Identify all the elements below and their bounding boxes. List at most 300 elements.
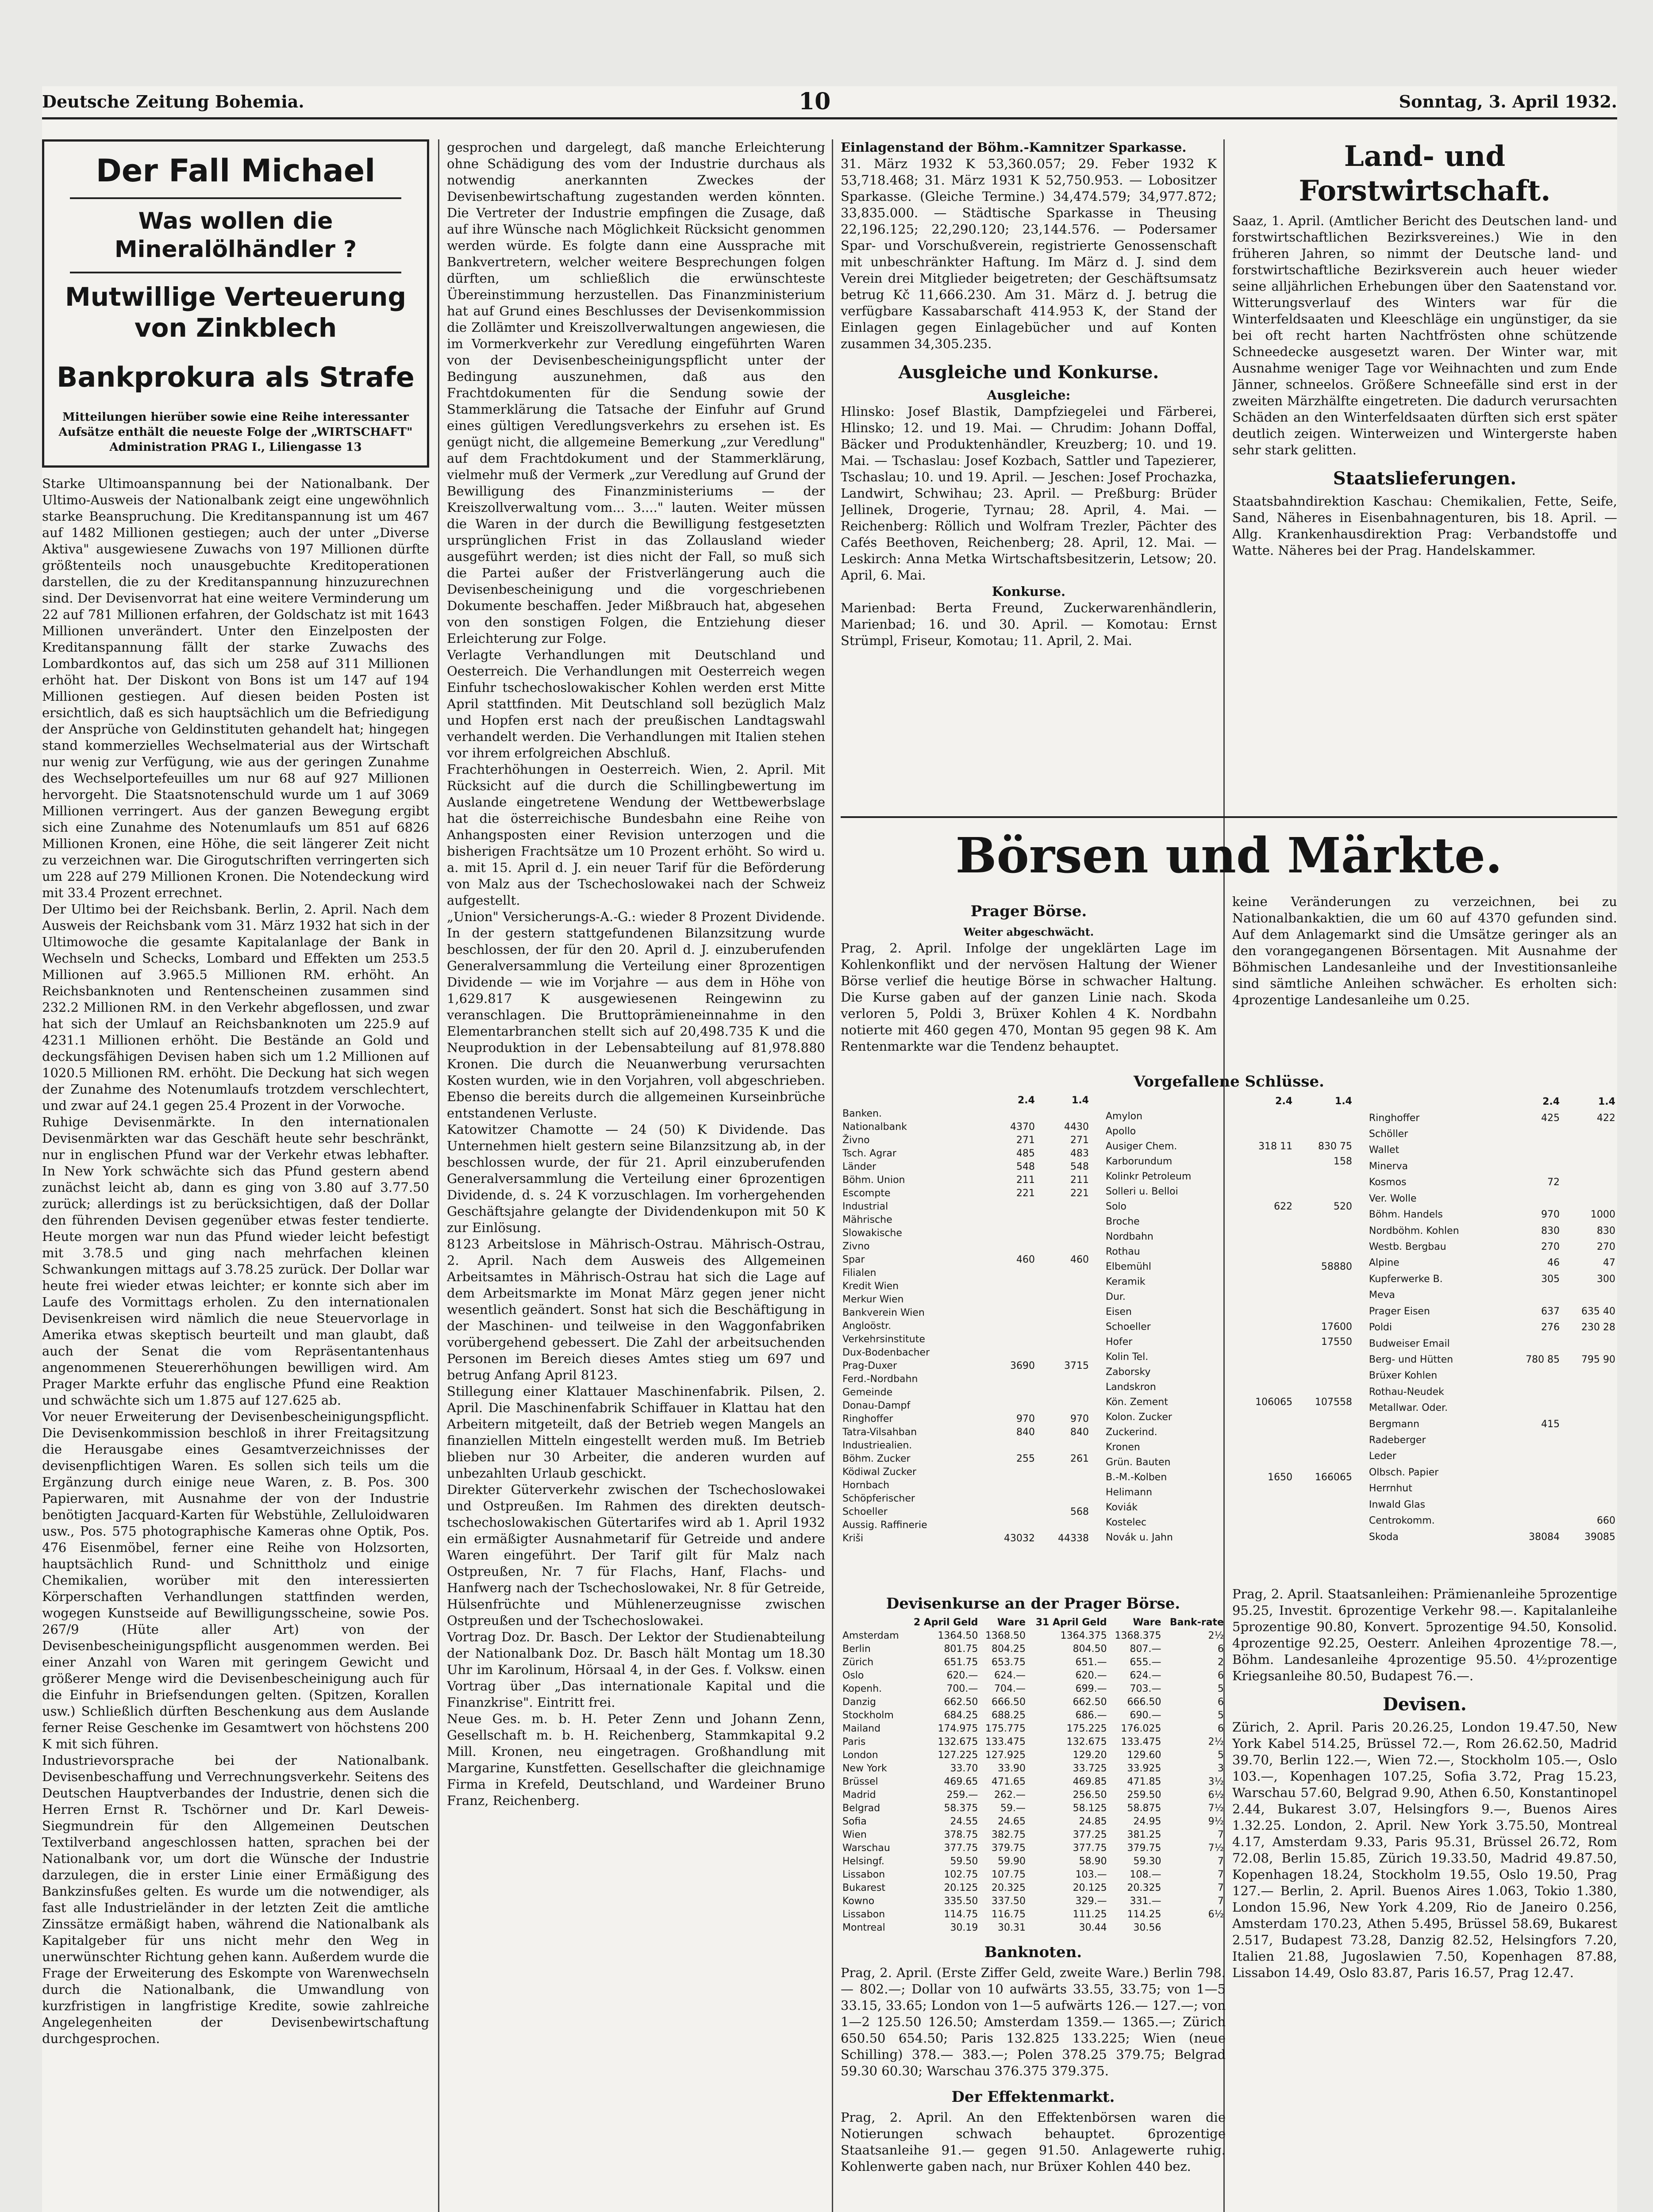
table-cell: Donau-Dampf <box>842 1400 911 1411</box>
table-cell: 6 <box>1218 1670 1224 1681</box>
table-cell: 2½ <box>1208 1736 1224 1747</box>
table-cell: 47 <box>1603 1257 1615 1269</box>
table-cell: 174.975 <box>938 1723 978 1734</box>
table-cell: Wien <box>842 1829 867 1840</box>
table-cell: 804.25 <box>992 1644 1026 1655</box>
article-verhandlungen: Verlagte Verhandlungen mit Deutschland und Oesterreich. Die Verhandlungen mit Oesterreich wegen Einfuhr tschechoslowakischer Kohlen werden erst Mitte April stattfinden. Mit Deutschland soll bezüglich Malz und Hopfen erst nach der preußischen Landtagswahl verhandelt werden. Die Verhandlungen mit Italien stehen vor ihrem erfolgreichen Abschluß. <box>447 647 825 760</box>
table-row <box>1367 1110 1617 1126</box>
table-cell: 30.56 <box>1133 1922 1161 1933</box>
table-cell: 3690 <box>1010 1360 1035 1371</box>
table-cell <box>983 1107 1037 1121</box>
table-cell: 9½ <box>1208 1816 1224 1827</box>
table-cell: Danzig <box>842 1697 876 1708</box>
table-cell: 5 <box>1218 1710 1224 1721</box>
table-cell: 655.— <box>1130 1657 1161 1668</box>
table-row <box>1104 1410 1354 1425</box>
page-number: 10 <box>799 88 831 115</box>
table-cell <box>1234 1184 1294 1199</box>
table-cell: 801.75 <box>944 1644 978 1655</box>
table-row <box>1104 1109 1354 1124</box>
table-cell: 107558 <box>1315 1397 1352 1408</box>
table-cell: 469.85 <box>1073 1776 1107 1787</box>
table-cell <box>983 1399 1037 1413</box>
table-cell <box>1234 1530 1294 1545</box>
table-cell: 7 <box>1218 1896 1224 1907</box>
table-cell <box>1234 1169 1294 1184</box>
table-cell: Verkehrsinstitute <box>842 1334 925 1345</box>
table-cell: Budweiser Email <box>1369 1338 1450 1349</box>
table-cell: 970 <box>1016 1413 1035 1425</box>
table-cell: Radeberger <box>1369 1435 1426 1446</box>
table-cell: Banken. <box>842 1108 882 1119</box>
table-cell: Brüxer Kohlen <box>1369 1370 1438 1382</box>
table-cell: Nationalbank <box>842 1121 907 1133</box>
table-cell <box>983 1333 1037 1346</box>
table-cell: 318 11 <box>1258 1141 1293 1152</box>
table-row <box>1367 1191 1617 1207</box>
table-row <box>841 1895 1226 1908</box>
table-cell: Solo <box>1106 1201 1126 1212</box>
table-cell: 5 <box>1218 1683 1224 1694</box>
article-reichsbank: Der Ultimo bei der Reichsbank. Berlin, 2. April. Nach dem Ausweis der Reichsbank vom 31. März 1932 hat sich in der Ultimowoche die gesamte Kapitalanlage der Bank in Wechseln und Schecks, Lombard und Effekten um 253.5 Millionen auf 3.965.5 Millionen RM. erhöht. An Reichsbanknoten und Rentenscheinen zusammen sind 232.2 Millionen RM. in den Verkehr abgeflossen, und zwar hat sich der Umlauf an Reichsbanknoten um 225.9 auf 4231.1 Millionen erhöht. Die Bestände an Gold und deckungsfähigen Devisen haben sich um 1.2 Millionen auf 1020.5 Millionen RM. erhöht. Die Deckung hat sich wegen der Zunahme des Notenumlaufs trotzdem verschlechtert, und zwar auf 24.1 gegen 25.4 Prozent in der Vorwoche. <box>42 902 429 1113</box>
table-row <box>1104 1275 1354 1290</box>
table-cell: 7½ <box>1208 1843 1224 1854</box>
table-row <box>841 1452 1091 1466</box>
table-cell: 166065 <box>1315 1472 1352 1483</box>
table-cell: Schöller <box>1369 1129 1408 1140</box>
table-cell: 568 <box>1070 1506 1089 1517</box>
table-cell: 270 <box>1597 1241 1615 1252</box>
table-cell <box>1037 1267 1091 1280</box>
table-cell: 624.— <box>1130 1670 1161 1681</box>
table-row <box>1367 1400 1617 1416</box>
table-cell: Kolon. Zucker <box>1106 1412 1172 1423</box>
table-cell: 485 <box>1016 1148 1035 1159</box>
table-header-cell <box>841 1094 983 1107</box>
article-vortrag: Vortrag Doz. Dr. Basch. Der Lektor der Studienabteilung der Nationalbank Doz. Dr. Basch hält Montag um 18.30 Uhr im Karolinum, Hörsaal 4, in der Ges. f. Volksw. einen Vortrag über „Das internationale Kapital und die Finanzkrise". Eintritt frei. <box>447 1629 825 1710</box>
effektenmarkt-text: Prag, 2. April. An den Effektenbörsen waren die Notierungen schwach behauptet. 6prozentige Staatsanleihe 91.— gegen 91.50. Anlagewerte ruhig. Kohlenwerte gaben nach, nur Brüxer Kohlen 440 bez. <box>841 2110 1226 2174</box>
table-row <box>841 1479 1091 1492</box>
table-header-cell: Bank-rate <box>1169 1617 1224 1628</box>
table-cell: Poldi <box>1369 1322 1392 1333</box>
table-row <box>841 1532 1091 1545</box>
devisen-heading: Devisen. <box>1383 1694 1467 1715</box>
table-cell <box>1037 1333 1091 1346</box>
table-cell <box>1037 1200 1091 1214</box>
table-cell: Lissabon <box>842 1869 885 1880</box>
table-cell: 3715 <box>1064 1360 1089 1371</box>
table-row <box>841 1519 1091 1532</box>
table-row <box>841 1789 1226 1802</box>
table-cell: Zuckerind. <box>1106 1427 1157 1438</box>
table-header-cell: Ware <box>997 1617 1026 1628</box>
table-cell: 114.75 <box>944 1909 978 1920</box>
table-cell: 704.— <box>994 1683 1026 1694</box>
table-cell: Kopenh. <box>842 1683 882 1694</box>
table-cell <box>1294 1305 1354 1320</box>
table-cell: B.-M.-Kolben <box>1106 1472 1167 1483</box>
table-cell: Dur. <box>1106 1291 1126 1302</box>
table-cell: Böhm. Zucker <box>842 1453 911 1464</box>
table-cell <box>1294 1530 1354 1545</box>
einlagen-text: 31. März 1932 K 53,360.057; 29. Feber 1932 K 53,718.468; 31. März 1931 K 52,750.953. — Lobositzer Sparkasse. (Gleiche Termine.) 34,474.579; 34,977.872; 33,835.000. — Städtische Sparkasse in Theusing 22,196.125; 22,290.120; 23,144.576. — Podersamer Spar- und Vorschußverein, registrierte Genossenschaft mit unbeschränkter Haftung. Im März d. J. sind dem Verein drei Mitglieder beigetreten; der Geschäftsumsatz betrug Kč 11,666.230. Am 31. März d. J. betrug die verfügbare Kassabarschaft 414.953 K, der Stand der Einlagen gegen Einlagebücher und auf Konten zusammen 34,305.235. <box>841 156 1217 351</box>
article-klattau: Stillegung einer Klattauer Maschinenfabrik. Pilsen, 2. April. Die Maschinenfabrik Schiffauer in Klattau hat den Arbeitern mitgeteilt, daß der Betrieb wegen Mangels an finanziellen Mitteln eingestellt werden muß. Im Betrieb blieben nur 30 Arbeiter, die anderen wurden auf unbezahlten Urlaub geschickt. <box>447 1384 825 1481</box>
table-row <box>1104 1395 1354 1410</box>
table-cell: 684.25 <box>944 1710 978 1721</box>
table-cell: Kriši <box>842 1533 864 1544</box>
column-rule <box>438 139 439 2212</box>
table-cell <box>983 1373 1037 1386</box>
table-cell: Ringhoffer <box>1369 1112 1420 1124</box>
table-header-cell: 1.4 <box>1598 1096 1615 1108</box>
table-cell: 666.50 <box>1127 1697 1161 1708</box>
table-cell: Kronen <box>1106 1442 1140 1453</box>
table-cell: 107.75 <box>992 1869 1026 1880</box>
table-cell: 2½ <box>1208 1630 1224 1641</box>
table-cell: 111.25 <box>1073 1909 1107 1920</box>
column-4 <box>1232 139 1617 816</box>
table-cell <box>1294 1425 1354 1440</box>
table-cell: 59.50 <box>950 1856 978 1867</box>
table-cell <box>1037 1346 1091 1359</box>
devisenkurse-table <box>841 1616 1226 1935</box>
table-cell: 840 <box>1016 1427 1035 1438</box>
table-cell: Kupferwerke B. <box>1369 1273 1443 1285</box>
table-cell <box>1234 1455 1294 1470</box>
table-cell: Oslo <box>842 1670 864 1681</box>
table-cell: Olbsch. Papier <box>1369 1467 1439 1478</box>
table-row <box>841 1240 1091 1253</box>
issue-date: Sonntag, 3. April 1932. <box>1399 92 1617 111</box>
table-cell: Minerva <box>1369 1160 1408 1172</box>
table-row <box>841 1267 1091 1280</box>
table-header-cell: 1.4 <box>1072 1095 1089 1106</box>
table-cell: 1650 <box>1268 1472 1293 1483</box>
table-cell: Kredit Wien <box>842 1281 899 1292</box>
table-cell <box>1234 1214 1294 1229</box>
table-cell <box>1234 1124 1294 1139</box>
table-cell <box>1294 1109 1354 1124</box>
table-cell: Mährische <box>842 1214 892 1225</box>
table-cell: 377.25 <box>1073 1829 1107 1840</box>
ad-banner: Bankprokura als Strafe <box>57 361 415 393</box>
table-cell: 46 <box>1547 1257 1560 1269</box>
table-row <box>841 1682 1226 1696</box>
table-cell: 256.50 <box>1073 1790 1107 1801</box>
table-cell: Karborundum <box>1106 1156 1172 1167</box>
table-cell: 114.25 <box>1127 1909 1161 1920</box>
table-cell <box>1037 1280 1091 1293</box>
banknoten-text: Prag, 2. April. (Erste Ziffer Geld, zweite Ware.) Berlin 798.— 802.—; Dollar von 10 aufwärts 33.55, 33.75; von 1—5 33.15, 33.65; London von 1—5 aufwärts 126.— 127.—; von 1—2 125.50 126.50; Amsterdam 1359.— 1365.—; Zürich 650.50 654.50; Paris 132.825 133.225; Wien (neue Schilling) 378.— 383.—; Polen 378.25 379.75; Belgrad 59.30 60.30; Warschau 376.375 379.375. <box>841 1965 1226 2078</box>
table-row <box>841 1492 1091 1505</box>
column-3 <box>841 139 1217 816</box>
table-cell <box>1294 1229 1354 1244</box>
table-cell: 471.65 <box>992 1776 1026 1787</box>
table-cell: Industrial <box>842 1201 888 1212</box>
table-cell <box>1234 1260 1294 1275</box>
table-cell <box>1234 1109 1294 1124</box>
table-row <box>841 1828 1226 1842</box>
table-cell: Kolin Tel. <box>1106 1352 1149 1363</box>
table-cell: 830 <box>1597 1225 1615 1237</box>
table-cell: 24.85 <box>1079 1816 1107 1827</box>
table-row <box>1367 1271 1617 1287</box>
table-cell: 116.75 <box>992 1909 1026 1920</box>
table-row <box>1367 1384 1617 1400</box>
table-cell <box>1561 1287 1617 1303</box>
table-header-cell: 2.4 <box>1542 1096 1560 1108</box>
table-cell: Hofer <box>1106 1336 1133 1348</box>
table-row <box>1104 1139 1354 1154</box>
table-cell: 261 <box>1070 1453 1089 1464</box>
boerse-right-text <box>1232 894 1617 1008</box>
table-cell <box>1294 1214 1354 1229</box>
table-cell <box>1234 1365 1294 1380</box>
table-cell <box>983 1306 1037 1320</box>
table-row <box>841 1643 1226 1656</box>
table-cell: 58.875 <box>1127 1803 1161 1814</box>
table-row <box>841 1802 1226 1815</box>
table-header-cell <box>1367 1094 1506 1110</box>
table-cell: 127.225 <box>938 1750 978 1761</box>
table-cell <box>983 1200 1037 1214</box>
schluesse-block <box>841 1064 1617 1545</box>
table-cell: 59.30 <box>1133 1856 1161 1867</box>
table-cell <box>1506 1191 1561 1207</box>
table-row <box>841 1373 1091 1386</box>
table-row <box>1104 1350 1354 1365</box>
table-cell: Brüssel <box>842 1776 878 1787</box>
prager-boerse-heading: Prager Börse. <box>970 902 1087 920</box>
table-cell <box>1234 1154 1294 1169</box>
ad-note: Mitteilungen hierüber sowie eine Reihe interessanter Aufsätze enthält die neueste Folge der „WIRTSCHAFT" Administration PRAG I., Liliengasse 13 <box>58 411 413 454</box>
table-cell <box>1294 1169 1354 1184</box>
table-row <box>841 1160 1091 1174</box>
table-cell <box>983 1280 1037 1293</box>
table-cell <box>1506 1432 1561 1448</box>
table-cell: 158 <box>1334 1156 1352 1167</box>
table-cell: 6 <box>1218 1644 1224 1655</box>
table-row <box>1367 1303 1617 1319</box>
table-cell: 830 75 <box>1318 1141 1352 1152</box>
table-row <box>1104 1500 1354 1515</box>
table-cell: 262.— <box>994 1790 1026 1801</box>
table-cell: Meva <box>1369 1290 1395 1301</box>
table-cell: Spar <box>842 1254 865 1265</box>
landwirtschaft-text: Saaz, 1. April. (Amtlicher Bericht des Deutschen land- und forstwirtschaftlichen Bezirksvereines.) Wie in den früheren Jahren, so nimmt der Deutsche land- und forstwirtschaftliche Bezirksverein auch heuer wieder seine alljährlichen Erhebungen über den Saatenstand vor. Witterungsverlauf des Winters war für die Winterfeldsaaten und Kleeschläge ein ungünstiger, da sie bei oft recht harten Nachtfrösten ohne schützende Schneedecke ausgesetzt waren. Der Winter war, mit Ausnahme weniger Tage vor Weihnachten und zum Ende Jänner, schneelos. Größere Schneefälle sind erst in der zweiten Märzhälfte eingetreten. Die dadurch verursachten Schäden an den Winterfeldsaaten dürften sich erst später deutlich zeigen. Winterweizen und Wintergerste haben sehr stark gelitten. <box>1232 213 1617 457</box>
table-cell: Stockholm <box>842 1710 894 1721</box>
table-cell <box>983 1214 1037 1227</box>
table-cell: 43032 <box>1003 1533 1035 1544</box>
table-cell: 382.75 <box>992 1829 1026 1840</box>
table-cell <box>983 1267 1037 1280</box>
table-cell: Zivno <box>842 1241 870 1252</box>
table-cell <box>1234 1305 1294 1320</box>
table-cell <box>1506 1513 1561 1529</box>
table-row <box>1104 1305 1354 1320</box>
table-cell: 471.85 <box>1127 1776 1161 1787</box>
table-cell <box>1506 1159 1561 1175</box>
table-cell: 7 <box>1218 1869 1224 1880</box>
table-row <box>1367 1368 1617 1384</box>
article-frachterhoehungen: Frachterhöhungen in Oesterreich. Wien, 2. April. Mit Rücksicht auf die durch die Schillingbewertung im Auslande eingetretene Wendung der Wettbewerbslage hat die österreichische Bundesbahn eine Reihe von Anhangsposten einer Revision unterzogen und die bisherigen Frachtsätze um 10 Prozent erhöht. So wird u. a. mit 15. April d. J. ein neuer Tarif für die Beförderung von Malz aus der Tschechoslowakei nach der Schweiz aufgestellt. <box>447 762 825 908</box>
table-cell <box>1506 1384 1561 1400</box>
devisenkurse-block <box>841 1586 1226 2175</box>
table-cell: Nordböhm. Kohlen <box>1369 1225 1459 1237</box>
table-cell: 20.125 <box>1073 1882 1107 1893</box>
table-cell: 132.675 <box>938 1736 978 1747</box>
table-row <box>841 1253 1091 1267</box>
table-cell: Tsch. Agrar <box>842 1148 896 1159</box>
table-cell <box>1294 1500 1354 1515</box>
ausgleiche-heading: Ausgleiche und Konkurse. <box>898 362 1159 383</box>
table-cell <box>1506 1368 1561 1384</box>
table-cell: Ringhoffer <box>842 1413 893 1425</box>
table-cell: 38084 <box>1529 1531 1560 1543</box>
table-cell <box>1234 1229 1294 1244</box>
table-row <box>841 1722 1226 1736</box>
staatsanleihen-text: Prag, 2. April. Staatsanleihen: Prämienanleihe 5prozentige 95.25, Investit. 6prozentige Verkehr 98.—. Kapitalanleihe 5prozentige 90.80, Konvert. 5prozentige 94.50, Konsolid. 4prozentige 92.25, Oesterr. Anleihen 4prozentige 78.—, Böhm. Landesanleihe 4prozentige 95.50. 4½prozentige Kriegsanleihe 80.50, Budapest 76.—. <box>1232 1586 1617 1683</box>
table-cell <box>983 1479 1037 1492</box>
table-cell <box>1037 1373 1091 1386</box>
table-cell <box>1294 1365 1354 1380</box>
table-row <box>1367 1159 1617 1175</box>
article-gueterverkehr: Direkter Güterverkehr zwischen der Tschechoslowakei und Ostpreußen. Im Rahmen des direkten deutsch-tschechoslowakischen Gütertarifes wird ab 1. April 1932 ein ermäßigter Ausnahmetarif für Getreide und andere Waren eingeführt. Der Tarif gilt für Malz nach Ostpreußen, Nr. 7 für Flachs, Hanf, Flachs- und Hanfwerg nach der Tschechoslowakei, Nr. 8 für Getreide, Hülsenfrüchte und Mühlenerzeugnisse zwischen Ostpreußen und der Tschechoslowakei. <box>447 1482 825 1628</box>
table-cell: 127.925 <box>985 1750 1026 1761</box>
table-cell <box>1561 1368 1617 1384</box>
table-cell <box>1234 1320 1294 1335</box>
table-row <box>841 1214 1091 1227</box>
table-cell <box>1037 1293 1091 1306</box>
table-cell: 422 <box>1597 1112 1615 1124</box>
effektenmarkt-heading: Der Effektenmarkt. <box>951 2088 1115 2106</box>
table-cell: 520 <box>1334 1201 1352 1212</box>
table-cell: 129.60 <box>1127 1750 1161 1761</box>
table-cell: 58.90 <box>1079 1856 1107 1867</box>
table-cell: Bukarest <box>842 1882 886 1893</box>
table-cell: 7 <box>1218 1829 1224 1840</box>
table-cell: 666.50 <box>992 1697 1026 1708</box>
table-row <box>841 1413 1091 1426</box>
table-row <box>841 1921 1226 1935</box>
table-cell: Amsterdam <box>842 1630 899 1641</box>
table-row <box>841 1505 1091 1519</box>
table-cell <box>1294 1184 1354 1199</box>
table-cell <box>1234 1425 1294 1440</box>
table-cell: 1364.375 <box>1060 1630 1107 1641</box>
table-cell: 33.725 <box>1073 1763 1107 1774</box>
table-cell <box>1506 1142 1561 1158</box>
table-cell: Amylon <box>1106 1111 1143 1122</box>
table-row <box>841 1426 1091 1439</box>
table-cell: 377.75 <box>944 1843 978 1854</box>
table-cell <box>1506 1448 1561 1464</box>
article-devisenmaerkte: Ruhige Devisenmärkte. In den internationalen Devisenmärkten war das Geschäft heute sehr beschränkt, nur in englischen Pfund war der Verkehr etwas lebhafter. In New York schwächte sich das Pfund gestern abend zunächst leicht ab, dann es ging von 3.80 auf 3.77.50 zurück; allerdings ist zu berücksichtigen, daß der Dollar den führenden Devisen gegenüber etwas fester tendierte. Heute morgen war nun das Pfund wieder leicht befestigt mit 3.78.5 und ging nach mehrfachen kleinen Schwankungen mittags auf 3.78.25 zurück. Der Dollar war heute frei wieder etwas leichter; er konnte sich aber im Laufe des Vormittags erholen. Zu den internationalen Devisenkreisen wird nämlich die neue Steuervorlage in Amerika etwas skeptisch beurteilt und man glaubt, daß auch der Senat die vom Repräsentantenhaus angenommenen Steuererhöhungen bewilligen wird. Am Prager Markte erfuhr das englische Pfund eine Reaktion und schwächte sich um 1.875 auf 127.625 ab. <box>42 1114 429 1408</box>
table-row <box>841 1762 1226 1775</box>
table-row <box>841 1656 1226 1669</box>
table-cell: Angloöstr. <box>842 1321 892 1332</box>
table-cell: 653.75 <box>992 1657 1026 1668</box>
table-cell: 807.— <box>1130 1644 1161 1655</box>
table-cell <box>983 1439 1037 1452</box>
table-cell: 415 <box>1541 1418 1560 1430</box>
table-row <box>841 1868 1226 1882</box>
table-cell <box>1294 1410 1354 1425</box>
table-cell: 132.675 <box>1066 1736 1107 1747</box>
kurs-table-industrie <box>1104 1094 1354 1545</box>
table-cell: Grün. Bauten <box>1106 1457 1171 1468</box>
table-cell: 662.50 <box>944 1697 978 1708</box>
table-cell: 425 <box>1541 1112 1560 1124</box>
table-header-cell: 2 April Geld <box>913 1617 978 1628</box>
table-cell: 377.75 <box>1073 1843 1107 1854</box>
table-cell: Apollo <box>1106 1126 1136 1137</box>
table-cell <box>1234 1290 1294 1305</box>
table-cell: 3½ <box>1208 1776 1224 1787</box>
section-title-landwirtschaft: Land- und Forstwirtschaft. <box>1299 140 1551 207</box>
table-cell: 4430 <box>1064 1121 1089 1133</box>
table-header-cell: 31 April Geld <box>1035 1617 1107 1628</box>
table-cell <box>1234 1500 1294 1515</box>
table-row <box>1367 1175 1617 1190</box>
table-cell: Madrid <box>842 1790 876 1801</box>
table-cell: Aussig. Raffinerie <box>842 1520 927 1531</box>
table-cell <box>1294 1485 1354 1500</box>
table-row <box>1367 1207 1617 1223</box>
table-cell: 103.— <box>1075 1869 1107 1880</box>
ausgleiche-text: Hlinsko: Josef Blastik, Dampfziegelei und Färberei, Hlinsko; 12. und 19. Mai. — Chrudim: Johann Doffal, Bäcker und Produktenhändler, Kreuzberg; 10. und 19. Mai. — Tschaslau: Josef Kozbach, Sattler und Tapezierer, Tschaslau; 10. und 19. April. — Jeschen: Josef Prochazka, Landwirt, Schwihau; 23. April. — Preßburg: Brüder Jellinek, Drogerie, Tyrnau; 28. April, 4. Mai. — Reichenberg: Röllich und Wolfram Trezler, Pächter des Cafés Beethoven, Reichenberg; 28. April, 12. Mai. — Leskirch: Anna Metka Wirtschaftsbesitzerin, Letsow; 20. April, 6. Mai. <box>841 404 1217 583</box>
table-row <box>1104 1440 1354 1455</box>
prager-boerse-text: Prag, 2. April. Infolge der ungeklärten Lage im Kohlenkonflikt und der nervösen Haltung der Wiener Börse verlief die heutige Börse in schwacher Haltung. Die Kurse gaben auf der ganzen Linie nach. Skoda verloren 5, Poldi 3, Brüxer Kohlen 4 K. Nordbahn notierte mit 460 gegen 470, Montan 95 gegen 98 K. Am Rentenmarkte war die Tendenz behauptet. <box>841 941 1217 1054</box>
table-row <box>841 1696 1226 1709</box>
article-union-dividende: „Union" Versicherungs-A.-G.: wieder 8 Prozent Dividende. In der gestern stattgefundenen Bilanzsitzung wurde beschlossen, der für den 20. April d. J. einzuberufenden Generalversammlung die Verteilung einer 8prozentigen Dividende — wie im Vorjahre — aus dem in Höhe von 1,629.817 K ausgewiesenen Reingewinn zu veranschlagen. Die Bruttoprämieneinnahme in den Elementarbranchen stellt sich auf 20,498.735 K und die Neuproduktion in der Lebensabteilung auf 81,978.880 Kronen. Die durch die Neuanwerbung verursachten Kosten wurden, wie in den Vorjahren, voll abgeschrieben. Ebenso die bereits durch die allgemeinen Kurseinbrüche entstandenen Verluste. <box>447 909 825 1121</box>
table-cell: 840 <box>1070 1427 1089 1438</box>
table-cell <box>1561 1142 1617 1158</box>
table-row <box>841 1749 1226 1762</box>
table-cell <box>1234 1485 1294 1500</box>
table-row <box>1104 1365 1354 1380</box>
table-cell: Paris <box>842 1736 866 1747</box>
table-cell: Alpine <box>1369 1257 1399 1269</box>
table-header-row <box>841 1094 1091 1107</box>
staatslieferungen-heading: Staatslieferungen. <box>1333 468 1517 489</box>
table-cell: 620.— <box>1075 1670 1107 1681</box>
table-cell <box>1506 1336 1561 1352</box>
table-header-row <box>1104 1094 1354 1109</box>
table-cell <box>1561 1175 1617 1190</box>
table-cell <box>1561 1191 1617 1207</box>
table-cell: 6 <box>1218 1697 1224 1708</box>
table-cell: 58880 <box>1321 1261 1352 1272</box>
table-cell <box>1037 1306 1091 1320</box>
table-cell: 7 <box>1218 1856 1224 1867</box>
article-nationalbank: Starke Ultimoanspannung bei der Nationalbank. Der Ultimo-Ausweis der Nationalbank zeigt eine ungewöhnlich starke Beanspruchung. Die Kreditanspannung ist um 467 auf 1482 Millionen gestiegen; auch der unter „Diverse Aktiva" ausgewiesene Zuwachs von 197 Millionen dürfte größtenteils noch unausgebuchte Kreditoperationen darstellen, die zu der Kreditanspannung hinzuzurechnen sind. Der Devisenvorrat hat eine weitere Verminderung um 22 auf 781 Millionen erfahren, der Goldschatz ist mit 1643 Millionen unverändert. Unter den Einzelposten der Kreditanspannung fällt der starke Zuwachs des Lombardkontos auf, das sich um 258 auf 311 Millionen erhöht hat. Der Diskont von Bons ist um 147 auf 194 Millionen gestiegen. Auf diesen beiden Posten ist ersichtlich, daß es sich hauptsächlich um die Befriedigung der Ansprüche von Geldinstituten gehandelt hat; hingegen stand kommerzielles Wechselmaterial aus der Wirtschaft nur wenig zur Verfügung, wie aus der geringen Zunahme des Wechselportefeuilles um nur 68 auf 927 Millionen hervorgeht. Die Staatsnotenschuld wurde um 1 auf 3069 Millionen verringert. Aus der ganzen Bewegung ergibt sich eine Zunahme des Notenumlaufs um 851 auf 6826 Millionen Kronen, eine Höhe, die seit längerer Zeit nicht zu verzeichnen war. Die Girogutschriften verringerten sich um 228 auf 279 Millionen Kronen. Die Notendeckung wird mit 33.4 Prozent errechnet. <box>42 476 429 900</box>
table-cell: 2 <box>1218 1657 1224 1668</box>
column-rule <box>832 139 833 2212</box>
table-row <box>1367 1432 1617 1448</box>
table-header-cell: Ware <box>1133 1617 1161 1628</box>
table-cell: 483 <box>1070 1148 1089 1159</box>
table-cell: 276 <box>1541 1322 1560 1333</box>
table-row <box>841 1200 1091 1214</box>
table-row <box>841 1399 1091 1413</box>
table-cell <box>1506 1465 1561 1481</box>
table-cell: 30.44 <box>1079 1922 1107 1933</box>
table-cell <box>983 1519 1037 1532</box>
prager-boerse-block <box>841 894 1217 1055</box>
table-cell: 59.— <box>1000 1803 1026 1814</box>
table-cell <box>1234 1440 1294 1455</box>
